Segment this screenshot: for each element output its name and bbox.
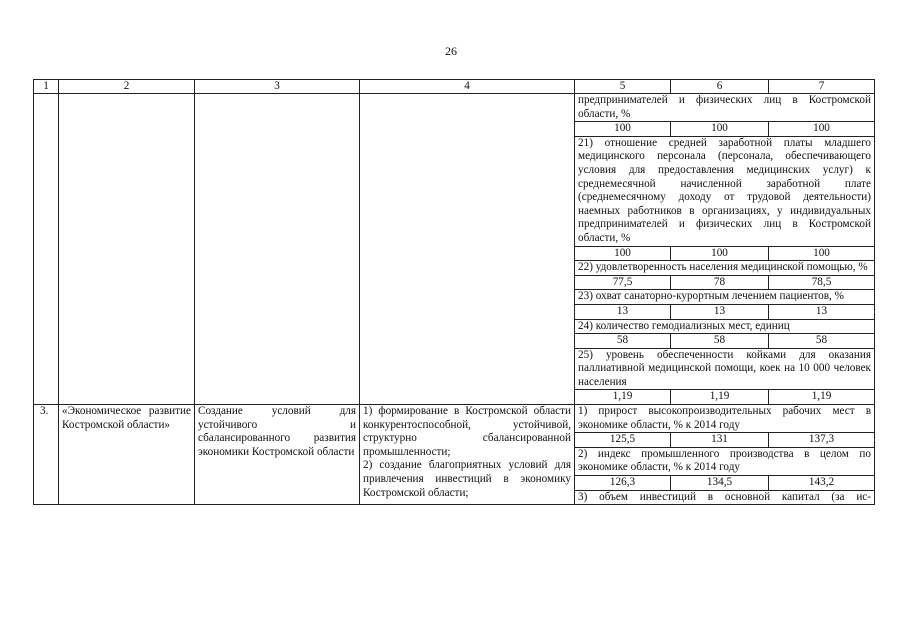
col-header: 4 bbox=[360, 80, 575, 94]
value-cell: 100 bbox=[575, 246, 671, 261]
value-cell: 58 bbox=[575, 334, 671, 349]
program-number: 3. bbox=[34, 405, 59, 505]
value-cell: 78,5 bbox=[769, 275, 875, 290]
value-cell: 131 bbox=[671, 433, 769, 448]
table-row bbox=[34, 94, 875, 122]
value-cell: 58 bbox=[671, 334, 769, 349]
value-cell: 126,3 bbox=[575, 476, 671, 491]
program-table bbox=[33, 79, 875, 505]
indicator-text: 3) объем инвестиций в основной капитал (за ис- bbox=[575, 490, 875, 505]
value-cell: 100 bbox=[575, 122, 671, 137]
program-goal: Создание условий для устойчивого и сбалансированного развития экономики Костромской области bbox=[195, 405, 360, 505]
indicator-text: 21) отношение средней заработной платы младшего медицинского персонала (персонала, обеспечивающего условия для предоставления медицинских услуг) к среднемесячной начисленной заработной плате (среднемесячному доходу от трудовой деятельности) наемных работников в организациях, у индивидуальных предпринимателей и физических лиц в Костромской области, % bbox=[575, 136, 875, 246]
value-cell: 125,5 bbox=[575, 433, 671, 448]
page-number: 26 bbox=[445, 44, 457, 58]
program-name: «Экономическое развитие Костромской области» bbox=[59, 405, 195, 505]
value-cell: 1,19 bbox=[575, 390, 671, 405]
col-header: 2 bbox=[59, 80, 195, 94]
value-cell: 13 bbox=[671, 304, 769, 319]
value-cell: 100 bbox=[769, 246, 875, 261]
value-cell: 143,2 bbox=[769, 476, 875, 491]
indicator-text: 1) прирост высокопроизводительных рабочих мест в экономике области, % к 2014 году bbox=[575, 405, 875, 433]
program-tasks: 1) формирование в Костромской области конкурентоспособной, устойчивой, структурно сбалансированной промышленности; 2) создание благоприятных условий для привлечения инвестиций в экономику Костромской области; bbox=[360, 405, 575, 505]
table-row bbox=[34, 405, 875, 433]
indicator-text: 24) количество гемодиализных мест, единиц bbox=[575, 319, 875, 334]
value-cell: 134,5 bbox=[671, 476, 769, 491]
col-header: 1 bbox=[34, 80, 59, 94]
value-cell: 13 bbox=[769, 304, 875, 319]
value-cell: 100 bbox=[671, 246, 769, 261]
indicator-text: 22) удовлетворенность населения медицинской помощью, % bbox=[575, 261, 875, 276]
value-cell: 1,19 bbox=[671, 390, 769, 405]
indicator-text: 23) охват санаторно-курортным лечением пациентов, % bbox=[575, 290, 875, 305]
value-cell: 13 bbox=[575, 304, 671, 319]
value-cell: 137,3 bbox=[769, 433, 875, 448]
indicator-text: 25) уровень обеспеченности койками для оказания паллиативной медицинской помощи, коек на 10 000 человек населения bbox=[575, 348, 875, 390]
value-cell: 77,5 bbox=[575, 275, 671, 290]
indicator-text: предпринимателей и физических лиц в Костромской области, % bbox=[575, 94, 875, 122]
col-header: 3 bbox=[195, 80, 360, 94]
indicator-text: 2) индекс промышленного производства в целом по экономике области, % к 2014 году bbox=[575, 447, 875, 475]
col-header: 7 bbox=[769, 80, 875, 94]
value-cell: 100 bbox=[769, 122, 875, 137]
value-cell: 1,19 bbox=[769, 390, 875, 405]
value-cell: 58 bbox=[769, 334, 875, 349]
value-cell: 100 bbox=[671, 122, 769, 137]
value-cell: 78 bbox=[671, 275, 769, 290]
col-header: 6 bbox=[671, 80, 769, 94]
header-row bbox=[34, 80, 875, 94]
col-header: 5 bbox=[575, 80, 671, 94]
